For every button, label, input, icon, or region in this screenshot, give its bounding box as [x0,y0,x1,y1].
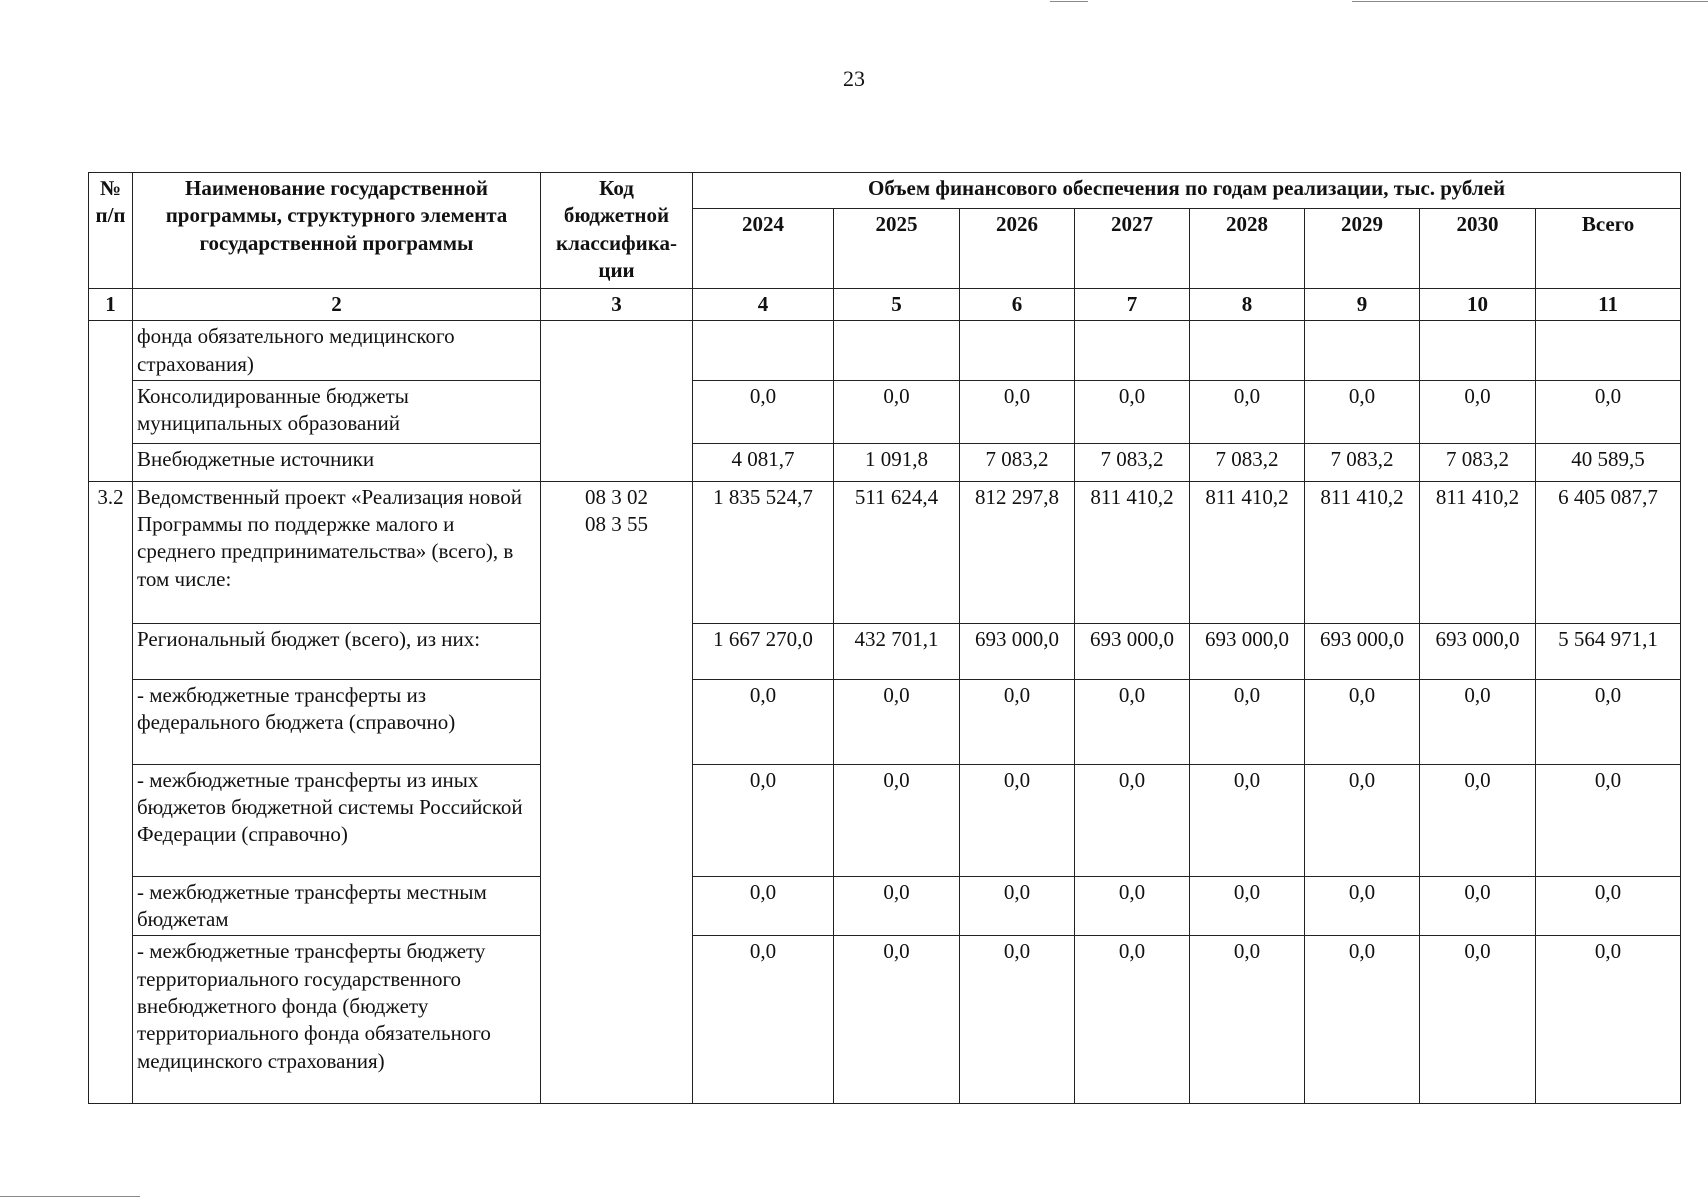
row-value: 7 083,2 [960,443,1075,481]
row-value: 0,0 [1420,679,1536,764]
column-number: 1 [89,289,133,321]
header-year: 2027 [1075,209,1190,289]
row-value: 0,0 [960,936,1075,1104]
header-code: Код бюджетной классифика-ции [541,173,693,289]
row-value: 0,0 [1536,764,1681,876]
header-year: 2026 [960,209,1075,289]
row-name: - межбюджетные трансферты бюджету территориального государственного внебюджетного фонда (бюджету территориального фонда обязательного медицинского страхования) [133,936,541,1104]
column-number: 3 [541,289,693,321]
scan-artifact-line [1050,1,1088,2]
row-value: 4 081,7 [693,443,834,481]
row-value: 693 000,0 [960,623,1075,679]
row-value [960,321,1075,381]
row-value: 0,0 [693,380,834,443]
row-value: 0,0 [1190,936,1305,1104]
table-row [89,443,1681,481]
row-value [1305,321,1420,381]
row-value: 0,0 [960,876,1075,936]
row-value: 0,0 [1075,380,1190,443]
scan-artifact-line [0,1196,140,1197]
row-value: 0,0 [960,380,1075,443]
header-row-1 [89,173,1681,209]
table-row [89,481,1681,623]
budget-code-line: 08 3 02 [585,484,648,509]
row-value: 432 701,1 [834,623,960,679]
table-row [89,679,1681,764]
header-year: 2028 [1190,209,1305,289]
header-year: 2025 [834,209,960,289]
column-number: 5 [834,289,960,321]
row-value: 40 589,5 [1536,443,1681,481]
column-number: 8 [1190,289,1305,321]
scan-artifact-line [1352,1,1708,2]
row-value: 0,0 [1075,936,1190,1104]
row-number: 3.2 [89,481,133,1104]
budget-table [88,172,1681,1104]
row-value: 0,0 [1075,876,1190,936]
row-value: 693 000,0 [1305,623,1420,679]
row-value: 7 083,2 [1420,443,1536,481]
table-row [89,623,1681,679]
row-name: Ведомственный проект «Реализация новой Программы по поддержке малого и среднего предпринимательства» (всего), в том числе: [133,481,541,623]
table-row [89,764,1681,876]
row-value: 0,0 [1190,764,1305,876]
row-value: 1 091,8 [834,443,960,481]
row-value: 0,0 [1305,679,1420,764]
column-number-row [89,289,1681,321]
row-value [834,321,960,381]
header-year: 2029 [1305,209,1420,289]
row-name: - межбюджетные трансферты местным бюджетам [133,876,541,936]
row-value: 0,0 [960,764,1075,876]
row-value: 0,0 [1420,380,1536,443]
row-number-empty [89,321,133,482]
row-value: 0,0 [1305,936,1420,1104]
row-value: 0,0 [693,876,834,936]
row-code-empty [541,321,693,482]
header-name: Наименование государственной программы, структурного элемента государственной программы [133,173,541,289]
row-value: 811 410,2 [1420,481,1536,623]
column-number: 6 [960,289,1075,321]
row-value: 5 564 971,1 [1536,623,1681,679]
budget-code-line: 08 3 55 [585,512,648,537]
row-value: 0,0 [834,876,960,936]
row-value [1420,321,1536,381]
row-name: - межбюджетные трансферты из иных бюджетов бюджетной системы Российской Федерации (справочно) [133,764,541,876]
row-value: 0,0 [1305,764,1420,876]
header-year: 2030 [1420,209,1536,289]
row-value: 7 083,2 [1305,443,1420,481]
row-value [693,321,834,381]
row-value [1075,321,1190,381]
header-year: 2024 [693,209,834,289]
row-value: 0,0 [834,764,960,876]
column-number: 9 [1305,289,1420,321]
row-value: 0,0 [693,764,834,876]
row-value: 811 410,2 [1305,481,1420,623]
row-value: 0,0 [693,679,834,764]
row-value: 0,0 [1420,936,1536,1104]
row-value: 7 083,2 [1190,443,1305,481]
table-row [89,380,1681,443]
row-value [1190,321,1305,381]
row-value: 0,0 [693,936,834,1104]
row-value: 0,0 [1075,679,1190,764]
row-value: 0,0 [1420,876,1536,936]
table-row [89,936,1681,1104]
header-total: Всего [1536,209,1681,289]
row-value: 0,0 [1190,679,1305,764]
column-number: 4 [693,289,834,321]
row-value: 693 000,0 [1420,623,1536,679]
row-name: - межбюджетные трансферты из федерального бюджета (справочно) [133,679,541,764]
row-value: 7 083,2 [1075,443,1190,481]
row-value: 6 405 087,7 [1536,481,1681,623]
row-value: 812 297,8 [960,481,1075,623]
row-value: 1 835 524,7 [693,481,834,623]
row-value: 0,0 [1536,876,1681,936]
row-value: 0,0 [834,380,960,443]
row-value: 0,0 [1190,876,1305,936]
row-value: 0,0 [1536,679,1681,764]
row-value: 693 000,0 [1075,623,1190,679]
row-value: 0,0 [834,936,960,1104]
row-value: 511 624,4 [834,481,960,623]
column-number: 10 [1420,289,1536,321]
row-value: 0,0 [1536,936,1681,1104]
header-volume: Объем финансового обеспечения по годам реализации, тыс. рублей [693,173,1681,209]
row-value: 0,0 [1536,380,1681,443]
row-value: 0,0 [1305,876,1420,936]
row-name: Внебюджетные источники [133,443,541,481]
row-value: 811 410,2 [1190,481,1305,623]
row-value: 0,0 [1190,380,1305,443]
column-number: 7 [1075,289,1190,321]
table-row [89,321,1681,381]
header-no: № п/п [89,173,133,289]
column-number: 11 [1536,289,1681,321]
row-value: 811 410,2 [1075,481,1190,623]
row-name: Региональный бюджет (всего), из них: [133,623,541,679]
page-number: 23 [843,66,865,91]
row-value [1536,321,1681,381]
row-value: 1 667 270,0 [693,623,834,679]
row-code [541,481,693,1104]
row-value: 0,0 [1305,380,1420,443]
row-value: 0,0 [1420,764,1536,876]
column-number: 2 [133,289,541,321]
row-value: 693 000,0 [1190,623,1305,679]
row-name: фонда обязательного медицинского страхования) [133,321,541,381]
row-value: 0,0 [834,679,960,764]
row-name: Консолидированные бюджеты муниципальных образований [133,380,541,443]
row-value: 0,0 [960,679,1075,764]
table-row [89,876,1681,936]
row-value: 0,0 [1075,764,1190,876]
